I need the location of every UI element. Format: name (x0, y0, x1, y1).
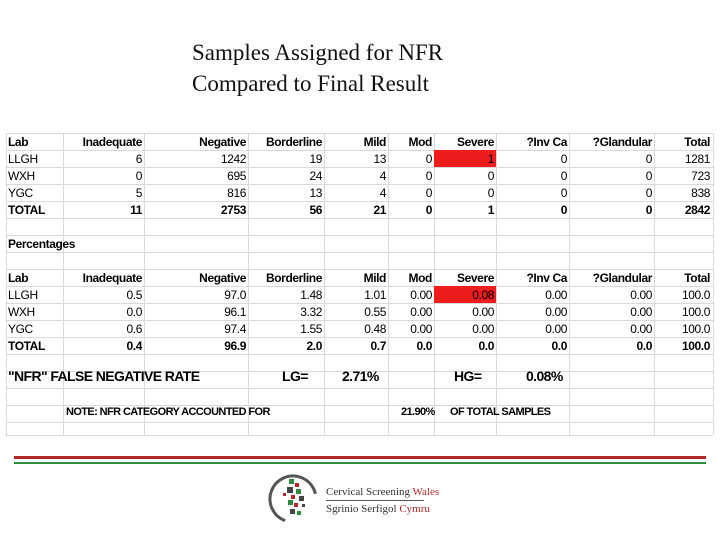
column-header: Inadequate (82, 135, 142, 149)
table-cell: 13 (373, 152, 386, 166)
table-cell: 0 (560, 169, 567, 183)
table-cell: 100.0 (681, 288, 710, 302)
total-cell: 0 (645, 203, 652, 217)
org-divider (326, 500, 424, 501)
table-cell: 0.00 (630, 305, 652, 319)
table-cell: 1.01 (364, 288, 386, 302)
cervical-screening-logo (263, 469, 323, 534)
grid-col-line (713, 133, 714, 435)
table-cell: 0 (645, 186, 652, 200)
grid-col-line (6, 133, 7, 435)
note-suffix: OF TOTAL SAMPLES (450, 406, 551, 418)
table-cell: 0.48 (364, 322, 386, 336)
total-cell: 0.0 (416, 339, 432, 353)
grid-row-line (6, 354, 713, 355)
column-header: Total (684, 135, 710, 149)
grid-col-line (63, 133, 64, 435)
total-cell: 0.0 (478, 339, 494, 353)
footer-rule-red (14, 456, 706, 459)
grid-row-line (6, 320, 713, 321)
column-header: Total (684, 271, 710, 285)
table-cell: WXH (8, 169, 35, 183)
total-cell: 100.0 (681, 339, 710, 353)
table-cell: 0.55 (364, 305, 386, 319)
table-cell: 0.0 (126, 305, 142, 319)
table-cell: 1242 (220, 152, 246, 166)
column-header: Inadequate (82, 271, 142, 285)
column-header: Lab (8, 135, 29, 149)
table-cell: 1.48 (300, 288, 322, 302)
total-cell: 2753 (220, 203, 246, 217)
table-cell: 0.00 (545, 305, 567, 319)
table-cell: 838 (691, 186, 710, 200)
footer-rule-green (14, 462, 706, 464)
column-header: Severe (457, 135, 494, 149)
hg-value: 0.08% (526, 368, 563, 384)
grid-col-line (496, 133, 497, 435)
table-cell: 0.5 (126, 288, 142, 302)
table-cell: 0 (425, 186, 432, 200)
nfr-rate-label: "NFR" FALSE NEGATIVE RATE (8, 368, 200, 384)
grid-row-line (6, 286, 713, 287)
table-cell: 13 (309, 186, 322, 200)
column-header: Mod (408, 271, 432, 285)
column-header: Negative (199, 271, 246, 285)
table-cell: 24 (309, 169, 322, 183)
total-cell: 96.9 (224, 339, 246, 353)
table-cell: LLGH (8, 288, 38, 302)
table-cell: 0.00 (410, 305, 432, 319)
note-value: 21.90% (401, 406, 435, 418)
table-cell: 0.00 (630, 322, 652, 336)
grid-col-line (388, 133, 389, 435)
table-cell: 1.55 (300, 322, 322, 336)
table-cell: 4 (379, 186, 386, 200)
table-cell: 816 (227, 186, 246, 200)
total-cell: 0 (425, 203, 432, 217)
table-cell: 723 (691, 169, 710, 183)
column-header: ?Glandular (592, 271, 652, 285)
table-cell: YGC (8, 322, 33, 336)
table-cell: 0.00 (410, 288, 432, 302)
grid-col-line (434, 133, 435, 435)
grid-row-line (6, 388, 713, 389)
table-cell: 97.4 (224, 322, 246, 336)
grid-row-line (6, 150, 713, 151)
spreadsheet (6, 133, 713, 435)
total-cell: 21 (373, 203, 386, 217)
slide-title (192, 37, 443, 99)
lg-value: 2.71% (342, 368, 379, 384)
grid-col-line (144, 133, 145, 435)
total-cell: 0.7 (370, 339, 386, 353)
grid-col-line (324, 133, 325, 435)
table-cell: WXH (8, 305, 35, 319)
logo-mark-icon (263, 469, 323, 529)
grid-row-line (6, 435, 713, 436)
table-cell: 1281 (684, 152, 710, 166)
grid-row-line (6, 184, 713, 185)
total-cell: 0.0 (551, 339, 567, 353)
percentages-label: Percentages (8, 237, 75, 251)
grid-row-line (6, 269, 713, 270)
table-cell: 0.00 (472, 322, 494, 336)
total-cell: TOTAL (8, 203, 45, 217)
column-header: Severe (457, 271, 494, 285)
table-cell: 0 (487, 169, 494, 183)
total-cell: 2.0 (306, 339, 322, 353)
table-cell: YGC (8, 186, 33, 200)
column-header: Borderline (265, 135, 322, 149)
table-cell: 3.32 (300, 305, 322, 319)
table-cell: 0.6 (126, 322, 142, 336)
total-cell: 0.0 (636, 339, 652, 353)
grid-row-line (6, 252, 713, 253)
grid-row-line (6, 218, 713, 219)
note-text: NOTE: NFR CATEGORY ACCOUNTED FOR (66, 406, 270, 418)
grid-row-line (6, 167, 713, 168)
table-cell: 6 (135, 152, 142, 166)
total-cell: 11 (130, 203, 142, 217)
table-cell: 0.00 (545, 288, 567, 302)
column-header: Mod (408, 135, 432, 149)
hg-label: HG= (454, 368, 482, 384)
grid-row-line (6, 422, 713, 423)
table-cell: LLGH (8, 152, 38, 166)
column-header: Mild (363, 135, 386, 149)
total-cell: 56 (309, 203, 322, 217)
table-cell: 0 (487, 186, 494, 200)
table-cell: 1 (487, 152, 494, 166)
total-cell: 0 (560, 203, 567, 217)
table-cell: 0.00 (630, 288, 652, 302)
column-header: Negative (199, 135, 246, 149)
column-header: ?Glandular (592, 135, 652, 149)
grid-col-line (654, 133, 655, 435)
table-cell: 0.00 (545, 322, 567, 336)
grid-col-line (569, 133, 570, 435)
table-cell: 19 (309, 152, 322, 166)
table-cell: 0.00 (410, 322, 432, 336)
table-cell: 97.0 (224, 288, 246, 302)
table-cell: 0 (135, 169, 142, 183)
total-cell: 0.4 (126, 339, 142, 353)
table-cell: 100.0 (681, 305, 710, 319)
title-line-2: Compared to Final Result (192, 71, 430, 96)
grid-row-line (6, 235, 713, 236)
grid-row-line (6, 303, 713, 304)
table-cell: 0 (425, 152, 432, 166)
org-name-english: Cervical Screening Wales (326, 486, 440, 498)
column-header: Borderline (265, 271, 322, 285)
table-cell: 0 (560, 152, 567, 166)
lg-label: LG= (282, 368, 308, 384)
table-cell: 0 (425, 169, 432, 183)
total-cell: 2842 (684, 203, 710, 217)
total-cell: 1 (487, 203, 494, 217)
grid-col-line (248, 133, 249, 435)
grid-row-line (6, 337, 713, 338)
org-name-welsh: Sgrinio Serfigol Cymru (326, 503, 430, 515)
title-line-1: Samples Assigned for NFR (192, 40, 444, 65)
column-header: ?Inv Ca (526, 135, 567, 149)
column-header: Lab (8, 271, 29, 285)
table-cell: 0 (645, 169, 652, 183)
column-header: ?Inv Ca (526, 271, 567, 285)
table-cell: 695 (227, 169, 246, 183)
table-cell: 100.0 (681, 322, 710, 336)
grid-row-line (6, 201, 713, 202)
table-cell: 0.00 (472, 305, 494, 319)
table-cell: 96.1 (224, 305, 246, 319)
table-cell: 0 (645, 152, 652, 166)
column-header: Mild (363, 271, 386, 285)
table-cell: 4 (379, 169, 386, 183)
table-cell: 5 (135, 186, 142, 200)
total-cell: TOTAL (8, 339, 45, 353)
table-cell: 0.08 (472, 288, 494, 302)
table-cell: 0 (560, 186, 567, 200)
grid-row-line (6, 133, 713, 134)
